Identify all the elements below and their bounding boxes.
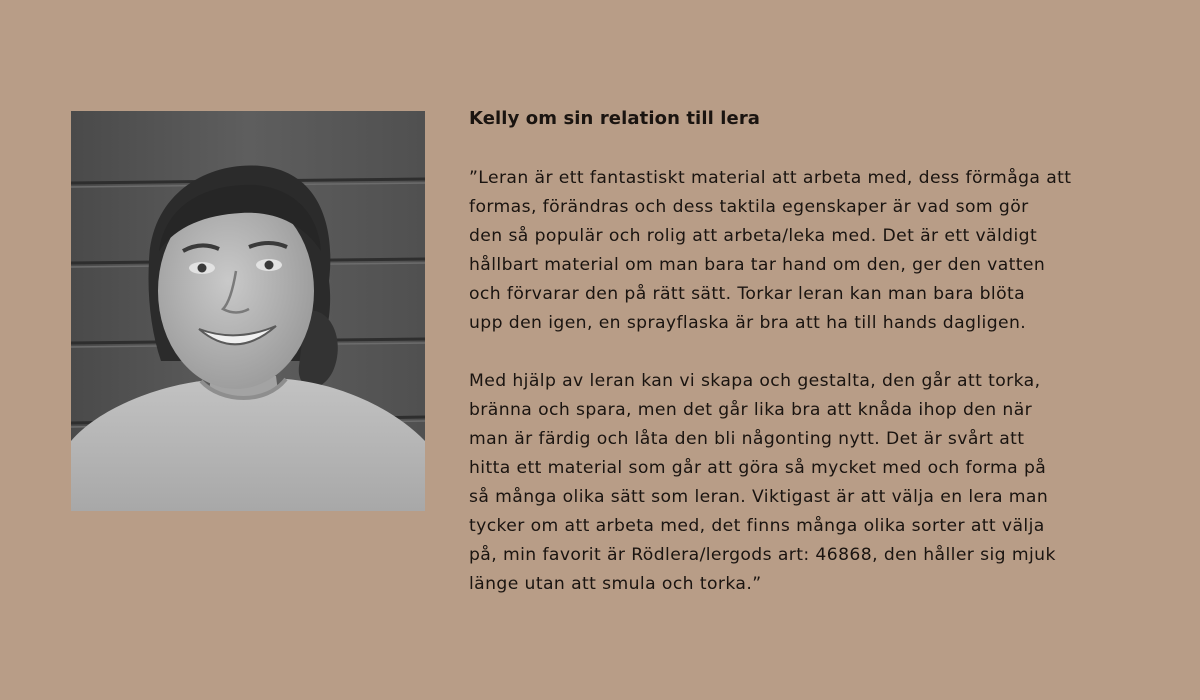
quote-line: länge utan att smula och torka.” (469, 574, 762, 594)
quote-heading: Kelly om sin relation till lera (469, 108, 761, 129)
quote-paragraph-2 (469, 367, 1149, 599)
quote-line: ”Leran är ett fantastiskt material att arbeta med, dess förmåga att (469, 168, 1072, 188)
quote-line: och förvarar den på rätt sätt. Torkar leran kan man bara blöta (469, 284, 1026, 304)
quote-paragraph-1 (469, 164, 1149, 338)
quote-line: hitta ett material som går att göra så mycket med och forma på (469, 458, 1047, 478)
quote-line: hållbart material om man bara tar hand om den, ger den vatten (469, 255, 1046, 275)
quote-text-column (469, 105, 1149, 628)
portrait-illustration (71, 111, 425, 511)
quote-line: man är färdig och låta den bli någonting nytt. Det är svårt att (469, 429, 1025, 449)
quote-line: Med hjälp av leran kan vi skapa och gestalta, den går att torka, (469, 371, 1041, 391)
quote-line: på, min favorit är Rödlera/lergods art: 46868, den håller sig mjuk (469, 545, 1056, 565)
quote-line: så många olika sätt som leran. Viktigast är att välja en lera man (469, 487, 1049, 507)
portrait-photo (71, 111, 425, 511)
quote-line: den så populär och rolig att arbeta/leka med. Det är ett väldigt (469, 226, 1038, 246)
quote-line: tycker om att arbeta med, det finns många olika sorter att välja (469, 516, 1045, 536)
quote-line: formas, förändras och dess taktila egenskaper är vad som gör (469, 197, 1029, 217)
quote-line: bränna och spara, men det går lika bra att knåda ihop den när (469, 400, 1033, 420)
quote-line: upp den igen, en sprayflaska är bra att ha till hands dagligen. (469, 313, 1027, 333)
